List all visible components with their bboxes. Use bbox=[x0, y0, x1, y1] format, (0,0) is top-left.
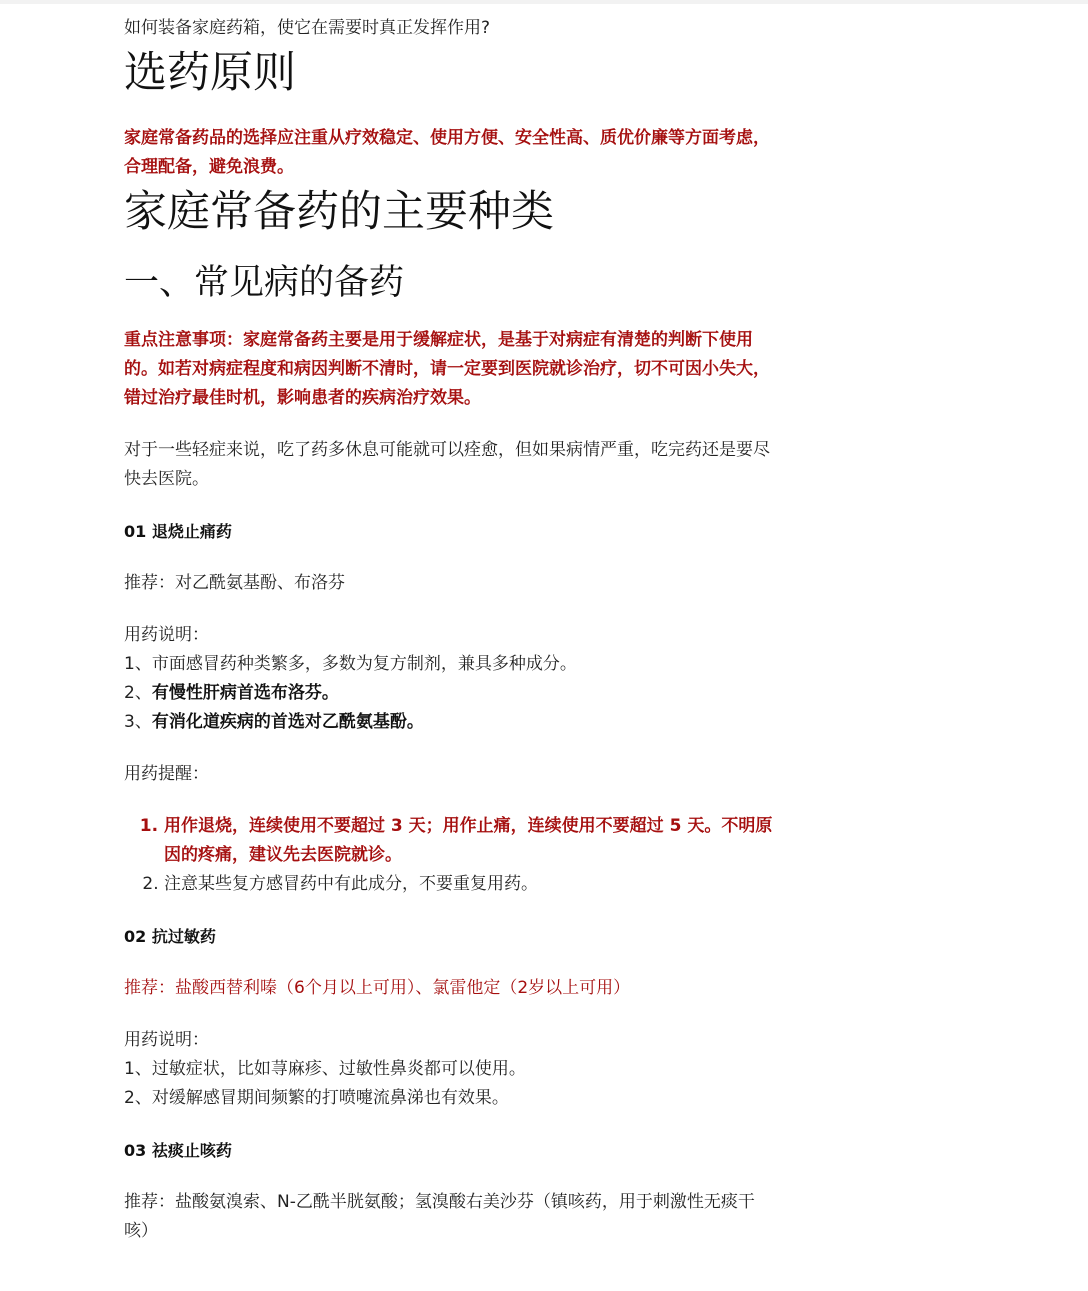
usage-label: 用药说明： bbox=[124, 625, 209, 645]
usage-item-bold: 有慢性肝病首选布洛芬。 bbox=[151, 683, 339, 703]
principle-text: 家庭常备药品的选择应注重从疗效稳定、使用方便、安全性高、质优价廉等方面考虑，合理配备，避免浪费。 bbox=[124, 128, 770, 177]
section-title-cough: 03 祛痰止咳药 bbox=[124, 1141, 232, 1160]
section-title-allergy: 02 抗过敏药 bbox=[124, 927, 216, 946]
reminder-item: 1. 用作退烧，连续使用不要超过 3 天；用作止痛，连续使用不要超过 5 天。不明原因的疼痛，建议先去医院就诊。 bbox=[164, 812, 776, 870]
usage-item bbox=[124, 679, 776, 708]
recommend-fever: 推荐：对乙酰氨基酚、布洛芬 bbox=[124, 573, 345, 593]
usage-item: 1、过敏症状，比如荨麻疹、过敏性鼻炎都可以使用。 bbox=[124, 1059, 526, 1079]
heading-principle: 选药原则 bbox=[124, 48, 296, 98]
usage-label: 用药说明： bbox=[124, 1030, 209, 1050]
top-border bbox=[0, 0, 1088, 4]
usage-prefix: 2、 bbox=[124, 683, 152, 703]
section-title-fever: 01 退烧止痛药 bbox=[124, 522, 232, 541]
notice-text: 重点注意事项：家庭常备药主要是用于缓解症状，是基于对病症有清楚的判断下使用的。如若对病症程度和病因判断不清时，请一定要到医院就诊治疗，切不可因小失大，错过治疗最佳时机，影响患者的疾病治疗效果。 bbox=[124, 330, 770, 408]
subheading-common-illness: 一、常见病的备药 bbox=[124, 263, 405, 303]
heading-types: 家庭常备药的主要种类 bbox=[124, 187, 554, 237]
usage-item-bold: 有消化道疾病的首选对乙酰氨基酚。 bbox=[151, 712, 424, 732]
reminder-label: 用药提醒： bbox=[124, 764, 209, 784]
intro-text: 如何装备家庭药箱，使它在需要时真正发挥作用? bbox=[124, 18, 491, 38]
usage-item: 2、对缓解感冒期间频繁的打喷嚏流鼻涕也有效果。 bbox=[124, 1088, 509, 1108]
usage-block-fever bbox=[124, 621, 776, 737]
reminder-list bbox=[124, 812, 776, 899]
usage-prefix: 3、 bbox=[124, 712, 152, 732]
usage-block-allergy bbox=[124, 1026, 776, 1113]
reminder-item: 2. 注意某些复方感冒药中有此成分，不要重复用药。 bbox=[164, 870, 776, 899]
usage-item bbox=[124, 708, 776, 737]
recommend-cough: 推荐：盐酸氨溴索、N-乙酰半胱氨酸；氢溴酸右美沙芬（镇咳药，用于刺激性无痰干咳） bbox=[124, 1192, 755, 1241]
general-text: 对于一些轻症来说，吃了药多休息可能就可以痊愈，但如果病情严重，吃完药还是要尽快去医院。 bbox=[124, 440, 770, 489]
recommend-allergy: 推荐：盐酸西替利嗪（6个月以上可用）、氯雷他定（2岁以上可用） bbox=[124, 978, 631, 998]
article-body bbox=[124, 14, 776, 1246]
usage-item: 1、市面感冒药种类繁多，多数为复方制剂，兼具多种成分。 bbox=[124, 654, 577, 674]
